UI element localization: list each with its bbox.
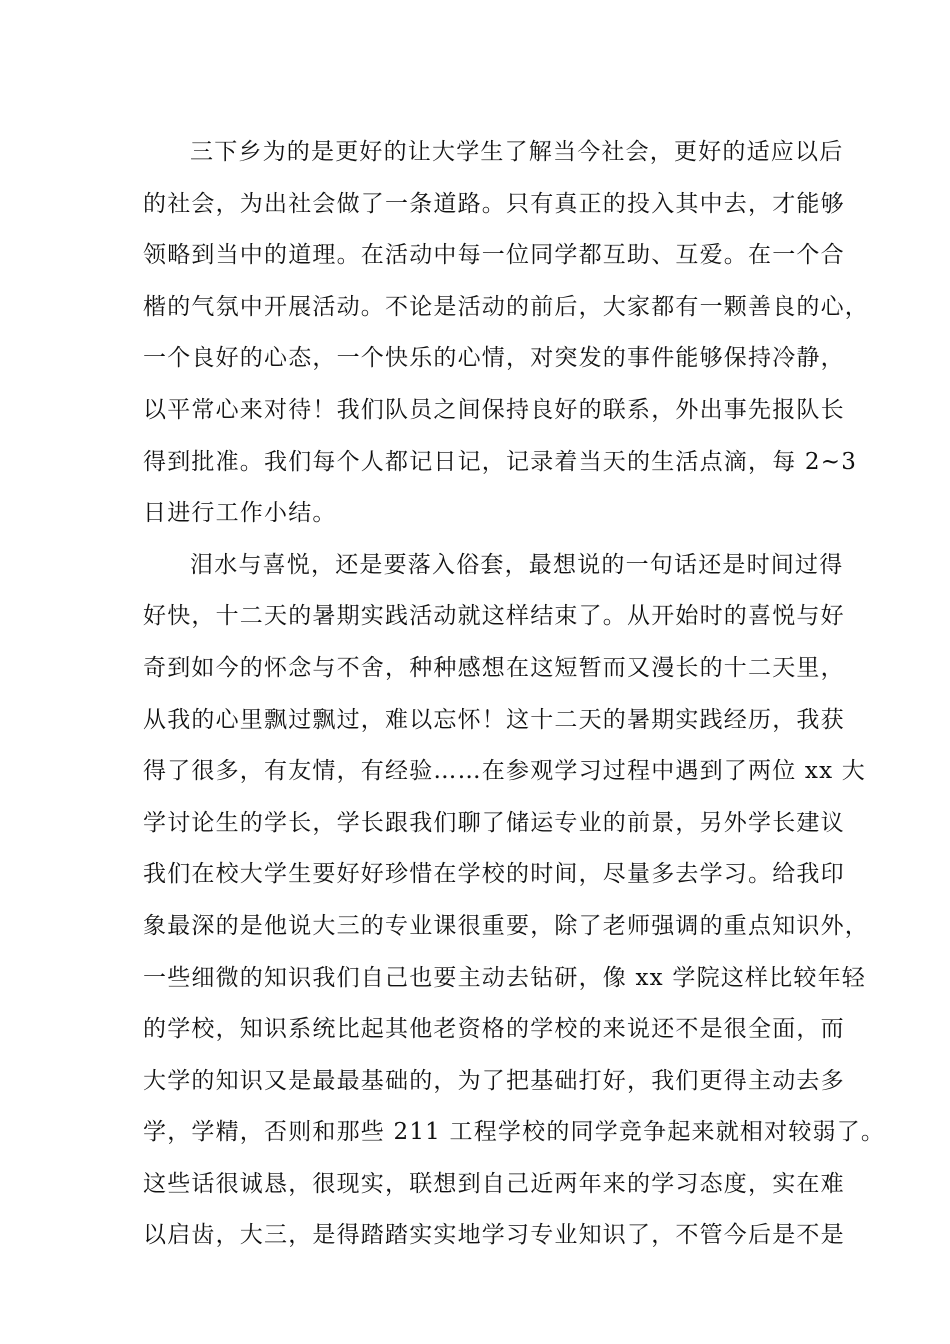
text-line: 的社会，为出社会做了一条道路。只有真正的投入其中去，才能够 (143, 190, 845, 217)
text-line: 日进行工作小结。 (143, 500, 337, 527)
text-line: 从我的心里飘过飘过，难以忘怀！这十二天的暑期实践经历，我获 (143, 706, 845, 733)
text-line: 这些话很诚恳，很现实，联想到自己近两年来的学习态度，实在难 (143, 1170, 845, 1197)
text-line: 泪水与喜悦，还是要落入俗套，最想说的一句话还是时间过得 (190, 551, 844, 578)
text-line: 我们在校大学生要好好珍惜在学校的时间，尽量多去学习。给我印 (143, 861, 845, 888)
text-line: 的学校，知识系统比起其他老资格的学校的来说还不是很全面，而 (143, 1016, 845, 1043)
text-line: 三下乡为的是更好的让大学生了解当今社会，更好的适应以后 (190, 139, 844, 165)
text-line: 学，学精，否则和那些 211 工程学校的同学竞争起来就相对较弱了。 (143, 1119, 886, 1146)
text-line: 大学的知识又是最最基础的，为了把基础打好，我们更得主动去多 (143, 1067, 845, 1094)
text-line: 一些细微的知识我们自己也要主动去钻研，像 xx 学院这样比较年轻 (143, 964, 866, 991)
text-line: 得到批准。我们每个人都记日记，记录着当天的生活点滴，每 2~3 (143, 448, 858, 475)
text-line: 奇到如今的怀念与不舍，种种感想在这短暂而又漫长的十二天里， (143, 654, 845, 681)
text-line: 楷的气氛中开展活动。不论是活动的前后，大家都有一颗善良的心， (143, 293, 869, 320)
text-line: 一个良好的心态，一个快乐的心情，对突发的事件能够保持冷静， (143, 345, 845, 372)
text-line: 好快，十二天的暑期实践活动就这样结束了。从开始时的喜悦与好 (143, 603, 845, 630)
text-line: 以平常心来对待！我们队员之间保持良好的联系，外出事先报队长 (143, 396, 845, 423)
text-line: 学讨论生的学长，学长跟我们聊了储运专业的前景，另外学长建议 (143, 809, 845, 836)
text-line: 以启齿，大三，是得踏踏实实地学习专业知识了，不管今后是不是 (143, 1222, 845, 1249)
text-line: 领略到当中的道理。在活动中每一位同学都互助、互爱。在一个合 (143, 242, 845, 269)
document-body (143, 127, 886, 1262)
paragraph-1 (143, 127, 869, 540)
text-line: 得了很多，有友情，有经验……在参观学习过程中遇到了两位 xx 大 (143, 758, 866, 785)
paragraph-2 (143, 540, 886, 1262)
text-line: 象最深的是他说大三的专业课很重要，除了老师强调的重点知识外， (143, 912, 869, 939)
